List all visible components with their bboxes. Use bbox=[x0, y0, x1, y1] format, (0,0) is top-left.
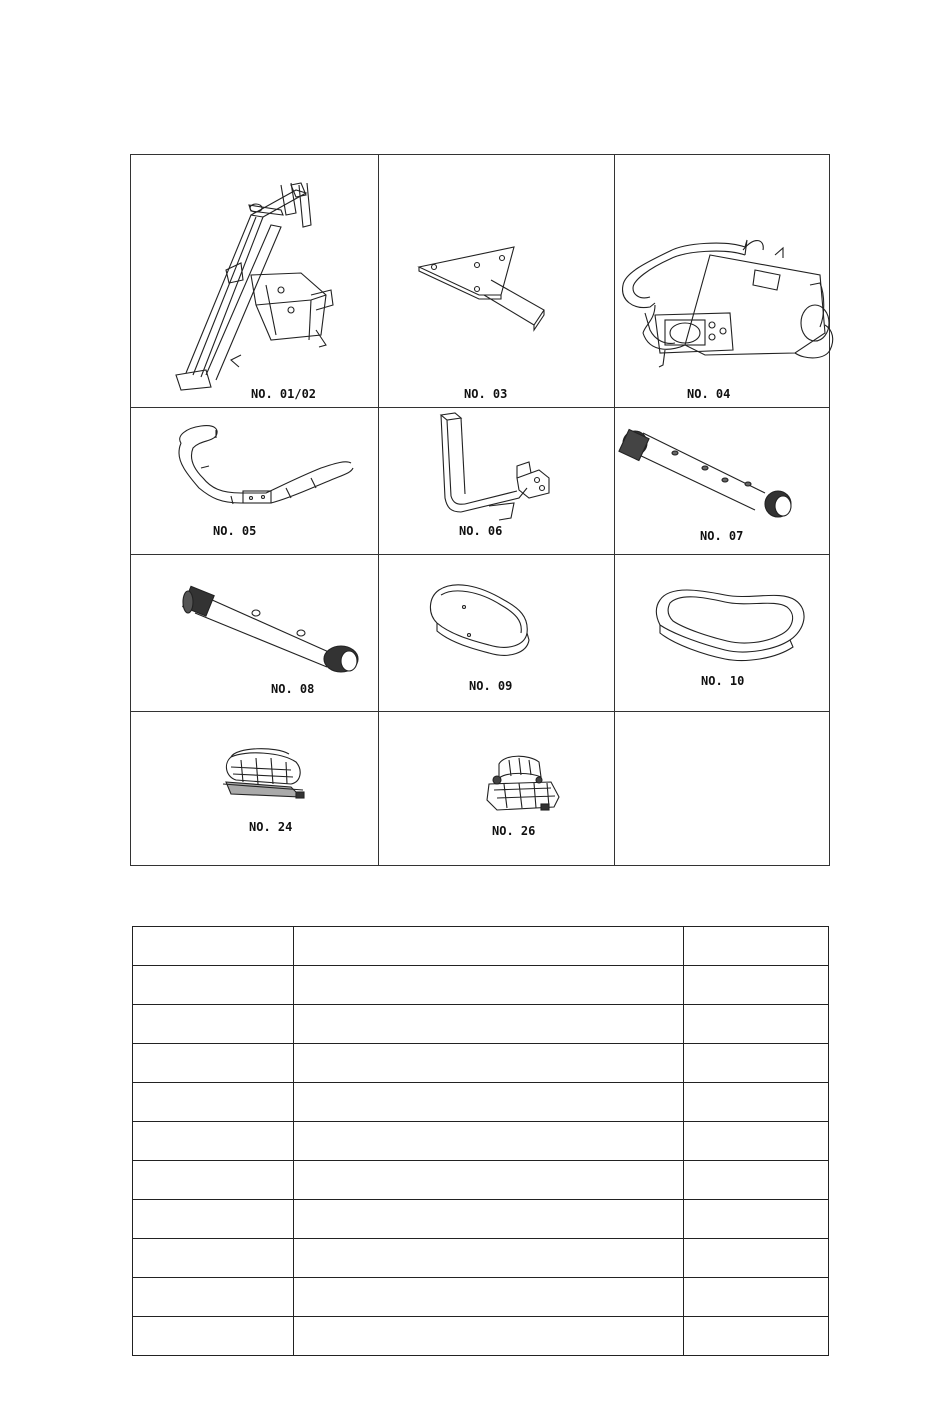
table-cell bbox=[684, 1122, 829, 1161]
part-label: NO. 03 bbox=[464, 387, 508, 401]
part-cell-06 bbox=[379, 408, 614, 554]
table-cell bbox=[294, 927, 684, 966]
table-cell bbox=[294, 1044, 684, 1083]
table-row bbox=[133, 1200, 829, 1239]
part-label: NO. 04 bbox=[687, 387, 731, 401]
table-cell bbox=[684, 1161, 829, 1200]
rear-stabilizer-icon bbox=[131, 555, 378, 711]
parts-grid bbox=[130, 154, 830, 866]
table-row bbox=[133, 1161, 829, 1200]
table-cell bbox=[133, 1161, 294, 1200]
table-cell bbox=[133, 966, 294, 1005]
part-cell-05 bbox=[131, 408, 378, 554]
table-cell bbox=[684, 966, 829, 1005]
part-label: NO. 06 bbox=[459, 524, 503, 538]
part-cell-24 bbox=[131, 712, 378, 865]
table-cell bbox=[684, 1005, 829, 1044]
part-label: NO. 26 bbox=[492, 824, 536, 838]
table-cell bbox=[294, 1161, 684, 1200]
part-cell-09 bbox=[379, 555, 614, 711]
part-cell-08 bbox=[131, 555, 378, 711]
table-cell bbox=[294, 1005, 684, 1044]
table-cell bbox=[133, 1239, 294, 1278]
table-cell bbox=[133, 1317, 294, 1356]
table-row bbox=[133, 1317, 829, 1356]
part-cell-empty bbox=[615, 712, 829, 865]
table-cell bbox=[294, 1083, 684, 1122]
table-cell bbox=[133, 927, 294, 966]
table-cell bbox=[133, 1044, 294, 1083]
table-row bbox=[133, 1044, 829, 1083]
table-row bbox=[133, 1083, 829, 1122]
part-cell-03 bbox=[379, 155, 614, 407]
table-cell bbox=[684, 1083, 829, 1122]
table-cell bbox=[684, 1278, 829, 1317]
table-row bbox=[133, 1278, 829, 1317]
table-cell bbox=[294, 1122, 684, 1161]
part-cell-10 bbox=[615, 555, 829, 711]
right-pedal-icon bbox=[379, 712, 614, 865]
table-row bbox=[133, 1122, 829, 1161]
part-label: NO. 05 bbox=[213, 524, 257, 538]
table-cell bbox=[294, 966, 684, 1005]
table-cell bbox=[684, 927, 829, 966]
table-row bbox=[133, 1239, 829, 1278]
table-cell bbox=[684, 1200, 829, 1239]
part-cell-07 bbox=[615, 408, 829, 554]
table-row bbox=[133, 1005, 829, 1044]
part-label: NO. 24 bbox=[249, 820, 293, 834]
table-cell bbox=[133, 1083, 294, 1122]
main-frame-icon bbox=[131, 155, 378, 407]
part-label: NO. 10 bbox=[701, 674, 745, 688]
table-cell bbox=[684, 1317, 829, 1356]
table-cell bbox=[684, 1239, 829, 1278]
table-cell bbox=[294, 1239, 684, 1278]
table-row bbox=[133, 966, 829, 1005]
table-cell bbox=[294, 1200, 684, 1239]
table-cell bbox=[294, 1317, 684, 1356]
seat-bracket-icon bbox=[379, 155, 614, 407]
part-cell-26 bbox=[379, 712, 614, 865]
part-label: NO. 07 bbox=[700, 529, 744, 543]
table-cell bbox=[294, 1278, 684, 1317]
table-row bbox=[133, 927, 829, 966]
part-cell-04 bbox=[615, 155, 829, 407]
table-cell bbox=[133, 1122, 294, 1161]
table-cell bbox=[133, 1200, 294, 1239]
table-cell bbox=[684, 1044, 829, 1083]
part-label: NO. 08 bbox=[271, 682, 315, 696]
parts-list-table bbox=[132, 926, 829, 1356]
left-pedal-icon bbox=[131, 712, 378, 865]
part-label: NO. 09 bbox=[469, 679, 513, 693]
part-label: NO. 01/02 bbox=[251, 387, 317, 401]
handlebar-console-icon bbox=[615, 155, 829, 407]
table-cell bbox=[133, 1005, 294, 1044]
table-cell bbox=[133, 1278, 294, 1317]
part-cell-01-02 bbox=[131, 155, 378, 407]
